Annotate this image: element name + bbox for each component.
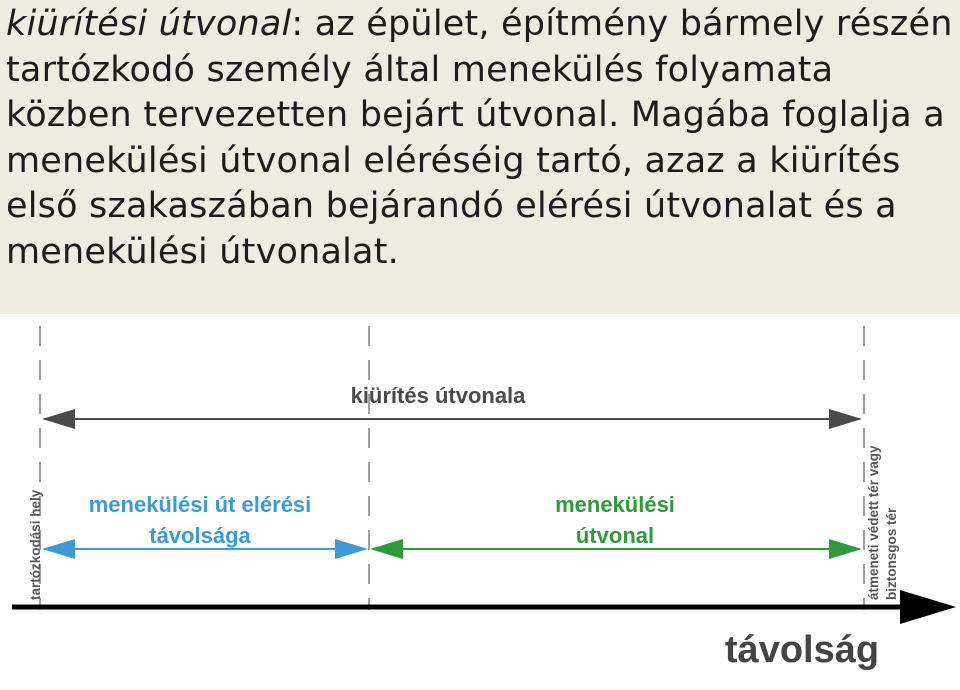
evacuation-route-diagram: [0, 314, 960, 690]
escape-route-label-line1: menekülési: [555, 492, 675, 517]
access-arrowhead-left: [42, 539, 75, 559]
escape-arrowhead-left: [370, 539, 403, 559]
evacuation-route-label: kiürítés útvonala: [350, 383, 526, 408]
distance-axis-arrowhead: [900, 590, 956, 624]
access-arrowhead-right: [335, 539, 368, 559]
start-location-label: tartózkodási hely: [28, 489, 43, 600]
evacuation-arrowhead-left: [42, 409, 75, 429]
definition-body: : az épület, építmény bármely részén tartózkodó személy által menekülés folyamata közben tervezetten bejárt útvonal. Magába foglalja a menekülési útvonal eléréséig tartó, azaz a kiürítés első szakaszában bejárandó elérési útvonalat és a menekülési útvonalat.: [6, 4, 953, 272]
end-location-label-line2: biztonsgos tér: [884, 507, 899, 600]
definition-term: kiürítési útvonal: [6, 4, 292, 44]
end-location-label-line1: átmeneti védett tér vagy: [866, 445, 881, 600]
evacuation-arrowhead-right: [829, 409, 862, 429]
access-distance-label-line2: távolsága: [149, 523, 251, 548]
diagram-canvas: [0, 314, 960, 690]
distance-axis-label: távolság: [724, 629, 880, 671]
escape-route-label-line2: útvonal: [575, 523, 655, 548]
access-distance-label-line1: menekülési út elérési: [88, 492, 312, 517]
definition-text: [6, 2, 956, 275]
escape-arrowhead-right: [829, 539, 862, 559]
